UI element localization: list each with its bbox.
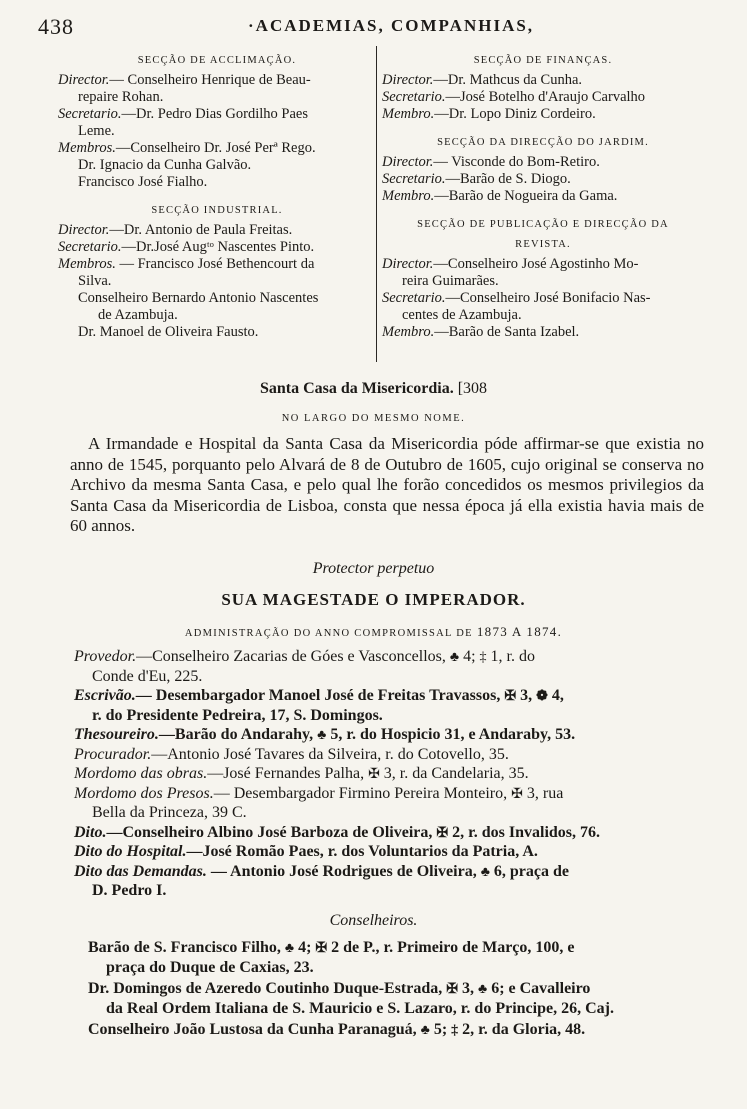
list-item: Dr. Domingos de Azeredo Coutinho Duque-Estrada, ✠ 3, ♣ 6; e Cavalleiro da Real Ordem Italiana de S. Mauricio e S. Lazaro, r. do Principe, 26, Caj. — [88, 980, 614, 1017]
list-item: Membro.—Barão de Nogueira da Gama. — [382, 188, 618, 204]
body-paragraph: A Irmandade e Hospital da Santa Casa da Misericordia póde affirmar-se que existia no anno de 1545, porquanto pelo Alvará de 8 de Outubro de 1605, cujo original se conserva no Archivo da mesma Santa Casa, e pelo qual lhe forão concedidos os mesmos privilegios da Santa Casa da Misericordia de Lisboa, consta que nessa época já ella existia havia mais de 60 annos. — [70, 434, 704, 535]
list-item: Director.— Visconde do Bom-Retiro. — [382, 154, 600, 170]
reference-number: [308 — [457, 380, 488, 397]
page-number: 438 — [38, 14, 74, 39]
order-cross-icon: ✠ — [315, 941, 328, 956]
order-insignia-icon: ♣ — [420, 1023, 430, 1038]
list-item: Conselheiro Bernardo Antonio Nascentes de Azambuja. — [78, 290, 319, 323]
order-insignia-icon: ♣ — [284, 941, 295, 956]
list-item: Francisco José Fialho. — [78, 174, 208, 190]
list-item: Provedor.—Conselheiro Zacarias de Góes e Vasconcellos, ♣ 4; ‡ 1, r. do Conde d'Eu, 225. — [74, 648, 535, 685]
councillors-heading: Conselheiros. — [329, 912, 418, 929]
order-cross-icon: ✠ — [368, 767, 380, 782]
section-title: SECÇÃO DA DIRECÇÃO DO JARDIM. — [437, 137, 649, 148]
list-item: Director.—Dr. Mathcus da Cunha. — [382, 72, 583, 88]
list-item: Director.—Conselheiro José Agostinho Mo- reira Guimarães. — [382, 256, 639, 289]
list-item: Membro.—Dr. Lopo Diniz Cordeiro. — [382, 106, 596, 122]
list-item: Thesoureiro.—Barão do Andarahy, ♣ 5, r. do Hospicio 31, e Andaraby, 53. — [74, 726, 576, 743]
administration-heading: ADMINISTRAÇÃO DO ANNO COMPROMISSAL DE 1873 A 1874. — [184, 624, 563, 639]
order-cross-icon: ✠ — [511, 786, 523, 802]
list-item: Secretario.—Barão de S. Diogo. — [382, 171, 571, 187]
list-item: Escrivão.— Desembargador Manoel José de Freitas Travassos, ✠ 3, ❁ 4, r. do Presidente Pedreira, 17, S. Domingos. — [74, 687, 564, 724]
list-item: Dr. Ignacio da Cunha Galvão. — [78, 157, 252, 173]
left-column — [58, 52, 376, 341]
order-cross-icon: ‡ — [479, 650, 487, 665]
list-item: Dito das Demandas. — Antonio José Rodrigues de Oliveira, ♣ 6, praça de D. Pedro I. — [74, 862, 569, 899]
list-item: Secretario.—Dr.José Augᵗᵒ Nascentes Pinto. — [58, 239, 315, 255]
protector-name: SUA MAGESTADE O IMPERADOR. — [221, 590, 526, 609]
running-header — [38, 14, 718, 40]
order-insignia-icon: ♣ — [317, 728, 327, 743]
list-item: Secretario.—Conselheiro José Bonifacio Nas- centes de Azambuja. — [382, 290, 651, 323]
order-cross-icon: ✠ — [436, 825, 449, 841]
order-cross-icon: ‡ — [451, 1023, 459, 1038]
section-title: REVISTA. — [515, 239, 571, 250]
order-insignia-icon: ♣ — [478, 982, 488, 997]
running-title: ·ACADEMIAS, COMPANHIAS, — [248, 16, 535, 35]
column-divider — [376, 46, 377, 362]
list-item: Conselheiro João Lustosa da Cunha Paranaguá, ♣ 5; ‡ 2, r. da Gloria, 48. — [88, 1021, 586, 1038]
section-subtitle: NO LARGO DO MESMO NOME. — [281, 413, 466, 424]
list-item: Dito do Hospital.—José Romão Paes, r. dos Voluntarios da Patria, A. — [74, 843, 538, 860]
order-cross-icon: ✠ — [504, 689, 517, 704]
list-item: Membros.—Conselheiro Dr. José Perª Rego. — [58, 140, 316, 156]
list-item: Secretario.—José Botelho d'Araujo Carvalho — [382, 89, 646, 105]
list-item: Mordomo das obras.—José Fernandes Palha, ✠ 3, r. da Candelaria, 35. — [74, 765, 529, 782]
section-title: SECÇÃO DE PUBLICAÇÃO E DIRECÇÃO DA — [417, 219, 669, 230]
list-item: Director.—Dr. Antonio de Paula Freitas. — [58, 222, 293, 238]
section-heading: Santa Casa da Misericordia. [308 — [259, 380, 488, 397]
order-insignia-icon: ♣ — [449, 650, 460, 665]
section-title: SECÇÃO DE ACCLIMAÇÃO. — [137, 55, 297, 66]
section-title: SECÇÃO INDUSTRIAL. — [151, 205, 283, 216]
order-cross-icon: ✠ — [446, 982, 458, 997]
list-item: Membros. — Francisco José Bethencourt da Silva. — [58, 256, 315, 289]
order-insignia-icon: ♣ — [480, 864, 490, 880]
order-rose-icon: ❁ — [536, 689, 548, 704]
councillors-list — [88, 938, 708, 1041]
list-item: Mordomo dos Presos.— Desembargador Firmino Pereira Monteiro, ✠ 3, rua Bella da Princeza, 39 C. — [74, 784, 564, 821]
officers-list — [74, 647, 708, 901]
list-item: Membro.—Barão de Santa Izabel. — [382, 324, 580, 340]
right-column — [382, 52, 704, 341]
section-title: SECÇÃO DE FINANÇAS. — [473, 55, 613, 66]
list-item: Director.— Conselheiro Henrique de Beau- repaire Rohan. — [58, 72, 311, 105]
list-item: Dito.—Conselheiro Albino José Barboza de Oliveira, ✠ 2, r. dos Invalidos, 76. — [74, 823, 601, 841]
list-item: Barão de S. Francisco Filho, ♣ 4; ✠ 2 de P., r. Primeiro de Março, 100, e praça do Duque de Caxias, 23. — [88, 939, 575, 976]
list-item: Secretario.—Dr. Pedro Dias Gordilho Paes Leme. — [58, 106, 308, 139]
protector-label: Protector perpetuo — [312, 560, 435, 577]
list-item: Dr. Manoel de Oliveira Fausto. — [78, 324, 259, 340]
list-item: Procurador.—Antonio José Tavares da Silveira, r. do Cotovello, 35. — [74, 745, 509, 763]
